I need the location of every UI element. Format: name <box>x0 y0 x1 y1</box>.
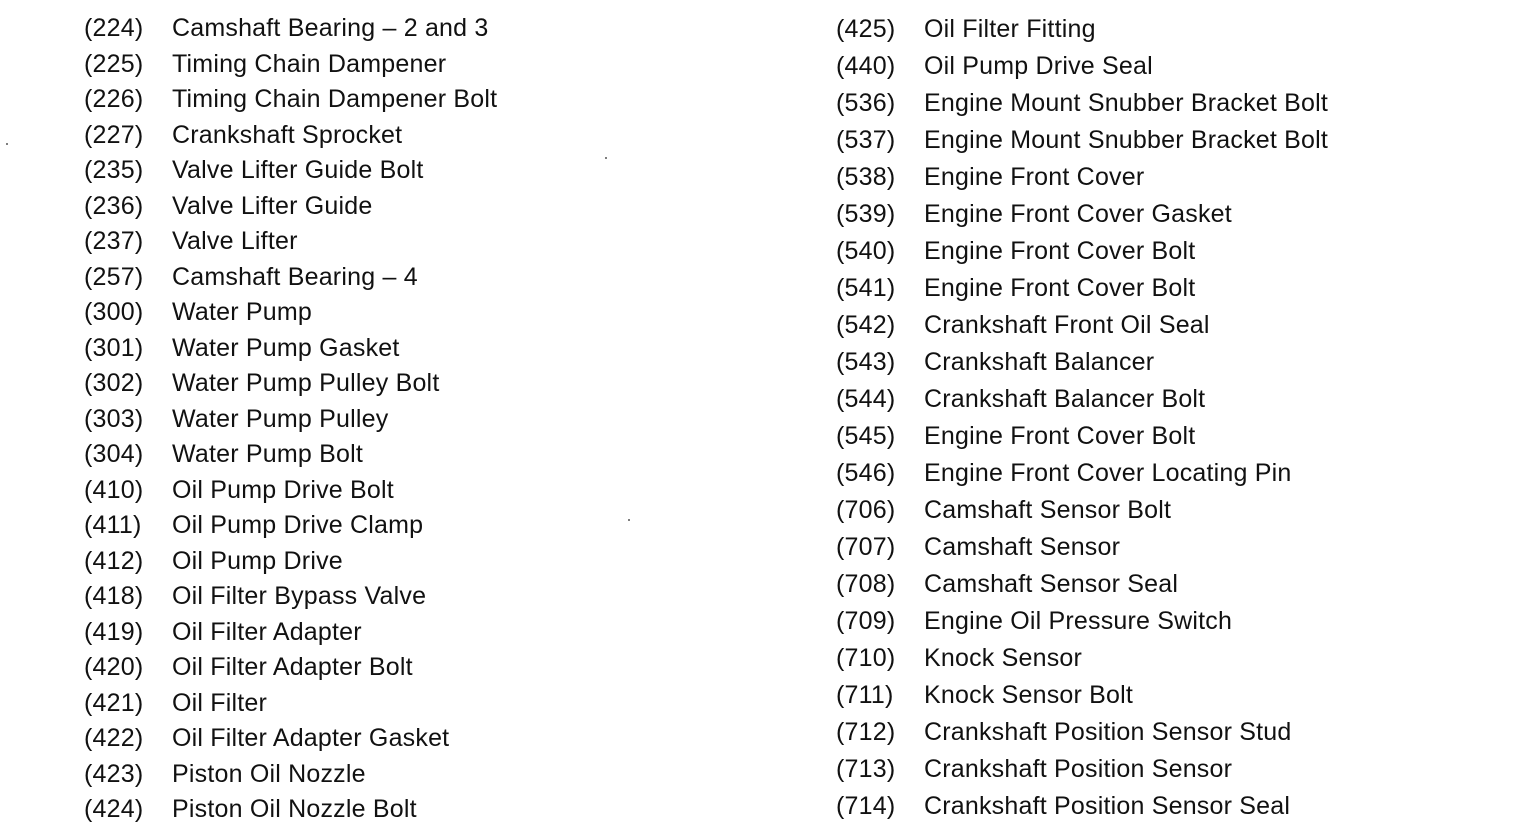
legend-item <box>836 307 1496 344</box>
part-description: Knock Sensor <box>924 644 1083 672</box>
legend-item <box>836 492 1496 529</box>
part-description: Timing Chain Dampener Bolt <box>172 85 498 114</box>
part-description: Oil Pump Drive <box>172 546 343 575</box>
part-description: Oil Filter <box>172 688 268 717</box>
part-description: Camshaft Sensor Bolt <box>924 496 1172 524</box>
legend-item <box>836 529 1496 566</box>
legend-item <box>836 566 1496 603</box>
part-number: (300) <box>84 298 144 327</box>
legend-item <box>836 714 1496 751</box>
part-description: Crankshaft Position Sensor Stud <box>924 718 1292 746</box>
part-description: Crankshaft Sprocket <box>172 120 403 149</box>
legend-item <box>84 189 764 225</box>
legend-item <box>84 508 764 544</box>
legend-item <box>836 85 1496 122</box>
part-number: (714) <box>836 792 896 820</box>
part-number: (544) <box>836 385 896 413</box>
part-description: Engine Mount Snubber Bracket Bolt <box>924 89 1329 117</box>
part-number: (710) <box>836 644 896 672</box>
part-number: (539) <box>836 200 896 228</box>
legend-item <box>836 788 1496 825</box>
legend-item <box>84 473 764 509</box>
part-number: (424) <box>84 795 144 824</box>
legend-item <box>84 437 764 473</box>
scan-speck <box>605 157 607 159</box>
part-description: Oil Filter Fitting <box>924 15 1096 43</box>
legend-item <box>84 366 764 402</box>
part-number: (712) <box>836 718 896 746</box>
legend-item <box>836 270 1496 307</box>
part-number: (418) <box>84 582 144 611</box>
part-description: Engine Front Cover Bolt <box>924 422 1196 450</box>
part-description: Water Pump Bolt <box>172 440 364 469</box>
part-number: (419) <box>84 617 144 646</box>
part-number: (425) <box>836 15 896 43</box>
scan-speck <box>6 143 8 145</box>
legend-item <box>836 381 1496 418</box>
part-number: (421) <box>84 688 144 717</box>
part-description: Engine Front Cover Gasket <box>924 200 1232 228</box>
legend-item <box>836 344 1496 381</box>
part-description: Engine Front Cover Bolt <box>924 237 1196 265</box>
part-number: (226) <box>84 85 144 114</box>
part-description: Camshaft Sensor <box>924 533 1121 561</box>
legend-item <box>84 11 764 47</box>
part-number: (303) <box>84 404 144 433</box>
legend-item <box>84 792 764 828</box>
legend-item <box>84 224 764 260</box>
part-description: Timing Chain Dampener <box>172 49 447 78</box>
legend-item <box>84 402 764 438</box>
legend-item <box>836 122 1496 159</box>
part-description: Piston Oil Nozzle Bolt <box>172 795 417 824</box>
part-description: Valve Lifter Guide <box>172 191 373 220</box>
part-number: (423) <box>84 759 144 788</box>
legend-item <box>84 82 764 118</box>
part-number: (410) <box>84 475 144 504</box>
part-description: Camshaft Bearing – 4 <box>172 262 418 291</box>
part-description: Water Pump Pulley <box>172 404 389 433</box>
part-description: Oil Pump Drive Bolt <box>172 475 394 504</box>
part-description: Valve Lifter <box>172 227 298 256</box>
legend-item <box>836 159 1496 196</box>
part-description: Oil Pump Drive Clamp <box>172 511 424 540</box>
legend-item <box>836 640 1496 677</box>
scan-speck <box>628 519 630 521</box>
part-number: (235) <box>84 156 144 185</box>
part-description: Engine Oil Pressure Switch <box>924 607 1233 635</box>
part-number: (227) <box>84 120 144 149</box>
part-number: (304) <box>84 440 144 469</box>
legend-item <box>84 721 764 757</box>
part-description: Oil Filter Adapter <box>172 617 362 646</box>
legend-item <box>836 603 1496 640</box>
legend-item <box>836 233 1496 270</box>
part-number: (708) <box>836 570 896 598</box>
part-number: (711) <box>836 681 894 709</box>
part-number: (420) <box>84 653 144 682</box>
legend-item <box>84 757 764 793</box>
legend-column-right <box>836 11 1496 825</box>
legend-item <box>836 418 1496 455</box>
legend-item <box>836 48 1496 85</box>
legend-item <box>84 579 764 615</box>
part-number: (440) <box>836 52 896 80</box>
legend-item <box>836 11 1496 48</box>
part-description: Valve Lifter Guide Bolt <box>172 156 424 185</box>
part-number: (411) <box>84 511 142 540</box>
part-description: Piston Oil Nozzle <box>172 759 366 788</box>
part-number: (540) <box>836 237 896 265</box>
part-number: (412) <box>84 546 144 575</box>
legend-item <box>84 544 764 580</box>
part-number: (225) <box>84 49 144 78</box>
part-description: Water Pump Pulley Bolt <box>172 369 440 398</box>
part-number: (257) <box>84 262 144 291</box>
part-number: (713) <box>836 755 896 783</box>
legend-item <box>84 331 764 367</box>
part-number: (707) <box>836 533 896 561</box>
part-description: Crankshaft Balancer <box>924 348 1155 376</box>
part-number: (538) <box>836 163 896 191</box>
legend-item <box>836 751 1496 788</box>
part-description: Crankshaft Position Sensor <box>924 755 1233 783</box>
part-number: (302) <box>84 369 144 398</box>
part-number: (224) <box>84 14 144 43</box>
part-number: (537) <box>836 126 896 154</box>
part-number: (237) <box>84 227 144 256</box>
part-number: (536) <box>836 89 896 117</box>
legend-item <box>836 677 1496 714</box>
part-description: Engine Front Cover Locating Pin <box>924 459 1292 487</box>
part-description: Crankshaft Position Sensor Seal <box>924 792 1291 820</box>
part-number: (709) <box>836 607 896 635</box>
legend-item <box>84 260 764 296</box>
part-number: (545) <box>836 422 896 450</box>
part-description: Engine Mount Snubber Bracket Bolt <box>924 126 1329 154</box>
part-number: (706) <box>836 496 896 524</box>
part-number: (541) <box>836 274 896 302</box>
legend-item <box>84 615 764 651</box>
part-description: Oil Filter Adapter Bolt <box>172 653 413 682</box>
legend-item <box>84 118 764 154</box>
legend-item <box>836 196 1496 233</box>
legend-column-left <box>84 11 764 828</box>
legend-item <box>836 455 1496 492</box>
legend-item <box>84 295 764 331</box>
part-number: (236) <box>84 191 144 220</box>
part-number: (542) <box>836 311 896 339</box>
legend-item <box>84 650 764 686</box>
part-number: (301) <box>84 333 144 362</box>
part-description: Camshaft Sensor Seal <box>924 570 1179 598</box>
legend-item <box>84 153 764 189</box>
part-description: Crankshaft Balancer Bolt <box>924 385 1206 413</box>
part-description: Camshaft Bearing – 2 and 3 <box>172 14 489 43</box>
part-description: Engine Front Cover Bolt <box>924 274 1196 302</box>
part-description: Crankshaft Front Oil Seal <box>924 311 1210 339</box>
part-number: (422) <box>84 724 144 753</box>
part-description: Engine Front Cover <box>924 163 1145 191</box>
legend-item <box>84 686 764 722</box>
part-number: (543) <box>836 348 896 376</box>
part-number: (546) <box>836 459 896 487</box>
part-description: Oil Filter Adapter Gasket <box>172 724 450 753</box>
legend-item <box>84 47 764 83</box>
part-description: Oil Filter Bypass Valve <box>172 582 427 611</box>
part-description: Knock Sensor Bolt <box>924 681 1134 709</box>
part-description: Water Pump Gasket <box>172 333 400 362</box>
part-description: Oil Pump Drive Seal <box>924 52 1153 80</box>
part-description: Water Pump <box>172 298 313 327</box>
